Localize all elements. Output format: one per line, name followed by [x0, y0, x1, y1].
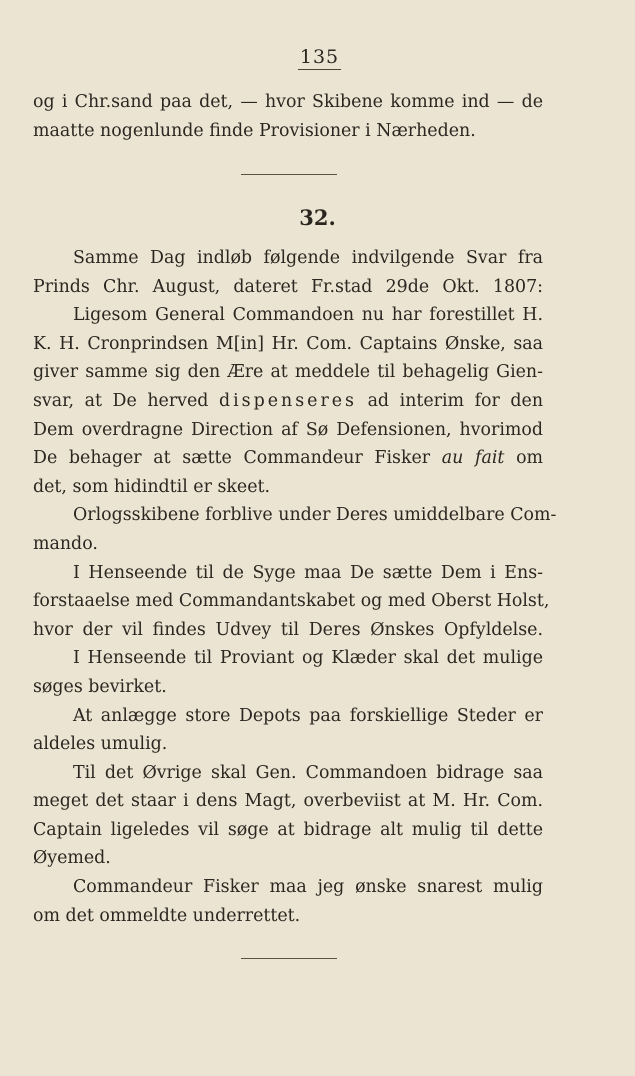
- text-line: At anlægge store Depots paa forskiellige Steder er: [73, 705, 543, 726]
- text-line: hvor der vil findes Udvey til Deres Ønskes Opfyldelse.: [33, 619, 543, 640]
- text-line: giver samme sig den Ære at meddele til behagelig Gien-: [33, 362, 543, 383]
- text-line: Samme Dag indløb følgende indvilgende Svar fra: [73, 248, 543, 268]
- text-line: meget det staar i dens Magt, overbeviist at M. Hr. Com.: [33, 791, 543, 812]
- text-line: I Henseende til de Syge maa De sætte Dem i Ens-: [73, 562, 543, 583]
- text-line: Prinds Chr. August, dateret Fr.stad 29de Okt. 1807:: [33, 276, 543, 297]
- intro-paragraph: [33, 88, 543, 145]
- text-line: Dem overdragne Direction af Sø Defensionen, hvorimod: [33, 419, 543, 440]
- section-number: 32.: [299, 205, 336, 230]
- page-number: 135: [299, 46, 340, 68]
- text-line: og i Chr.sand paa det, — hvor Skibene komme ind — de: [33, 92, 543, 112]
- section-divider: [241, 174, 337, 175]
- emphasis-italic: au fait: [441, 448, 505, 469]
- text-line: [33, 387, 543, 416]
- text-line: Commandeur Fisker maa jeg ønske snarest mulig: [73, 877, 543, 898]
- text-line: forstaaelse med Commandantskabet og med Oberst Holst,: [33, 591, 550, 612]
- text-line: Orlogsskibene forblive under Deres umiddelbare Com-: [73, 505, 557, 526]
- text-fragment: svar, at De herved: [33, 390, 209, 411]
- text-fragment: ad interim for den: [367, 390, 544, 411]
- text-line: Ligesom General Commandoen nu har forestillet H.: [73, 305, 543, 326]
- text-line: Captain ligeledes vil søge at bidrage alt mulig til dette: [33, 819, 543, 840]
- text-line: [33, 444, 543, 473]
- text-line: I Henseende til Proviant og Klæder skal det mulige: [73, 648, 543, 669]
- text-line: aldeles umulig.: [33, 734, 168, 755]
- text-line: Til det Øvrige skal Gen. Commandoen bidrage saa: [73, 762, 543, 783]
- end-divider: [241, 958, 337, 959]
- text-line: K. H. Cronprindsen M[in] Hr. Com. Captains Ønske, saa: [33, 333, 543, 354]
- text-line: Øyemed.: [33, 848, 111, 869]
- text-line: om det ommeldte underrettet.: [33, 905, 301, 926]
- text-line: mando.: [33, 533, 98, 554]
- text-fragment: De behager at sætte Commandeur Fisker: [33, 448, 431, 469]
- text-line: maatte nogenlunde finde Provisioner i Nærheden.: [33, 120, 476, 141]
- emphasis-spaced: dispenseres: [218, 390, 357, 411]
- letter-text: [33, 244, 557, 930]
- text-line: det, som hidindtil er skeet.: [33, 476, 271, 497]
- text-line: søges bevirket.: [33, 676, 167, 697]
- text-fragment: om: [516, 448, 544, 469]
